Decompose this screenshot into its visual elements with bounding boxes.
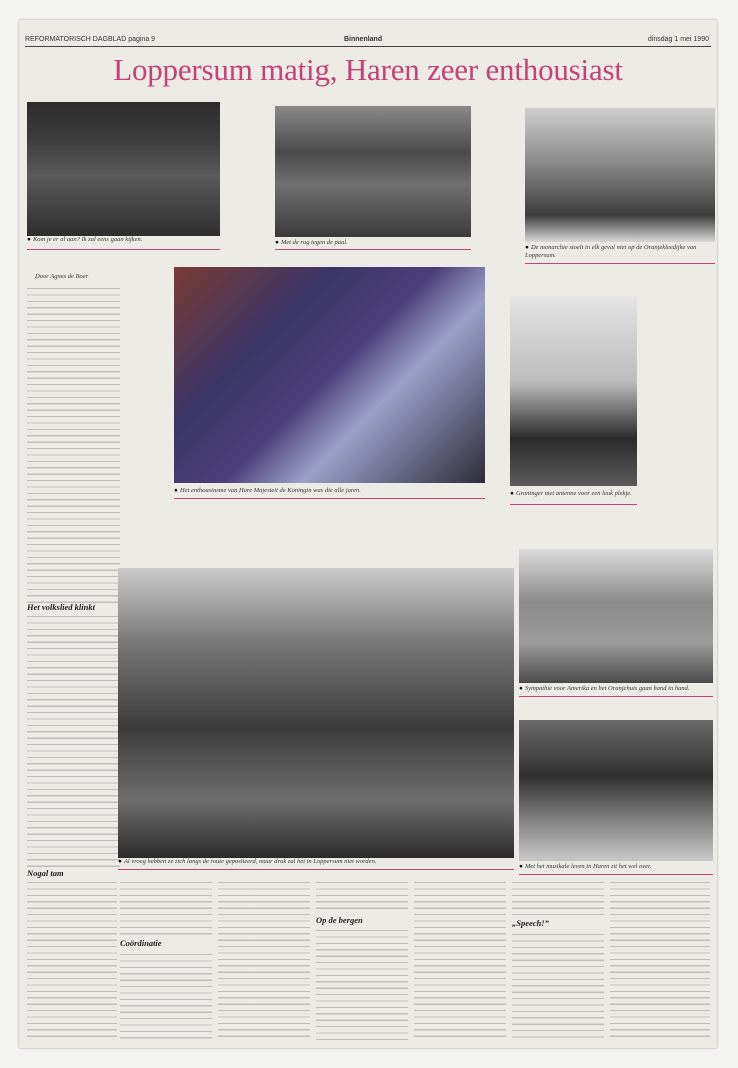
caption-rule xyxy=(525,263,715,264)
subheading-tam: Nogal tam xyxy=(27,868,64,878)
subheading-speech: „Speech!” xyxy=(512,918,549,928)
photo-chairs xyxy=(525,108,715,242)
article-column-b1 xyxy=(27,880,117,1040)
caption-4: ● Het enthousiasme van Hare Majesteit de Koningin was die alle jaren. xyxy=(174,487,361,494)
subheading-volkslied: Het volkslied klinkt xyxy=(27,602,95,612)
photo-man-pole xyxy=(275,106,471,237)
caption-2: ● Met de rug tegen de paal. xyxy=(275,239,348,246)
subheading-coordinatie: Coördinatie xyxy=(120,938,162,948)
photo-dog-track xyxy=(27,102,220,236)
caption-8: ● Met het muzikale leven in Haren zit het wel over. xyxy=(519,863,652,870)
article-column-b7 xyxy=(610,880,710,1040)
caption-rule xyxy=(118,869,514,870)
caption-1: ● Kom je er al aan? Ik zal eens gaan kijken. xyxy=(27,236,143,243)
caption-5: ● Groninger met antenne voor een leuk plekje. xyxy=(510,490,632,497)
article-column-b3 xyxy=(218,880,310,1040)
photo-antenna xyxy=(510,296,637,486)
byline: Door Agnes de Boer xyxy=(35,273,89,280)
photo-queen xyxy=(174,267,485,483)
masthead-left: REFORMATORISCH DAGBLAD pagina 9 xyxy=(25,36,156,43)
caption-rule xyxy=(519,696,713,697)
caption-rule xyxy=(27,249,220,250)
article-column-1b xyxy=(27,614,120,870)
photo-fence-tree xyxy=(118,568,514,858)
article-column-b4 xyxy=(316,880,408,1040)
caption-3: ● De monarchie stoelt in elk geval niet op de Oranjekleedijke van Loppersum. xyxy=(525,244,697,259)
issue-date: dinsdag 1 mei 1990 xyxy=(647,36,709,43)
caption-7: ● Al vroeg hebben ze zich langs de route gepositeerd, maar druk zal het in Loppersum niet worden. xyxy=(118,858,377,865)
caption-6: ● Sympathie voor Amerika en het Oranjehuis gaan hand in hand. xyxy=(519,685,690,692)
newspaper-page xyxy=(19,20,717,1048)
caption-rule xyxy=(519,874,713,875)
subheading-bergen: Op de bergen xyxy=(316,915,363,925)
article-column-b6 xyxy=(512,880,604,1040)
article-column-b5 xyxy=(414,880,506,1040)
article-column-1 xyxy=(27,286,120,604)
header-rule xyxy=(25,46,711,47)
headline: Loppersum matig, Haren zeer enthousiast xyxy=(113,52,623,87)
caption-rule xyxy=(275,249,471,250)
photo-car xyxy=(519,549,713,683)
caption-rule xyxy=(174,498,485,499)
caption-rule xyxy=(510,504,637,505)
article-column-b2 xyxy=(120,880,212,1040)
section-name: Binnenland xyxy=(344,36,383,43)
photo-band xyxy=(519,720,713,861)
